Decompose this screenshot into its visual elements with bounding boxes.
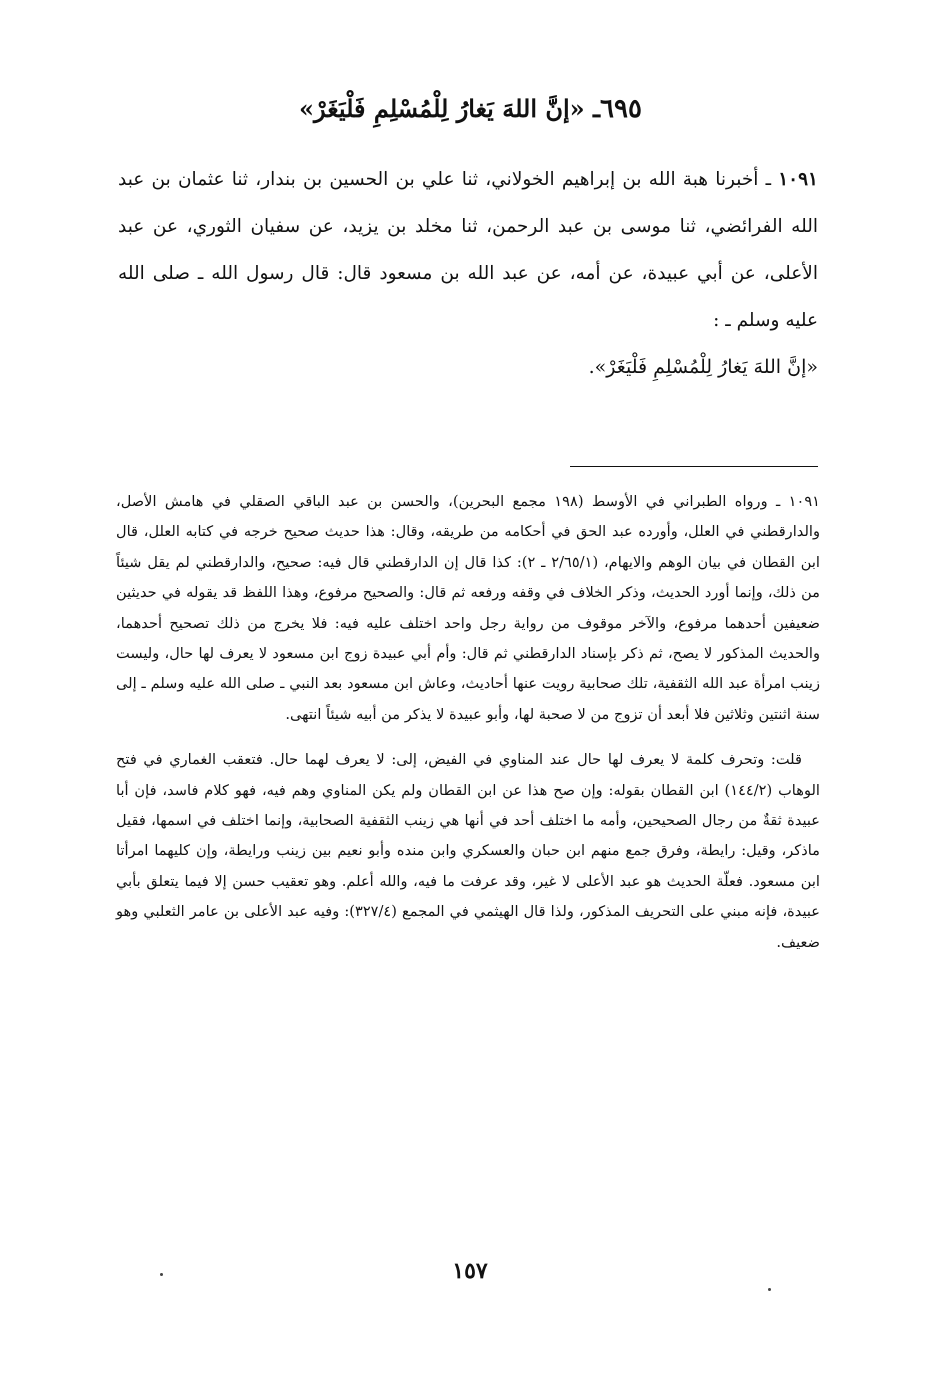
- section-number: ٦٩٥: [600, 94, 642, 124]
- section-title: ـ «إنَّ اللهَ يَغارُ لِلْمُسْلِمِ فَلْيَغَرْ»: [299, 94, 601, 123]
- footnote: [116, 487, 820, 958]
- footnote-divider: [570, 466, 818, 467]
- hadith-chain: ـ أخبرنا هبة الله بن إبراهيم الخولاني، ثنا علي بن الحسين بن بندار، ثنا عثمان بن عبد الله الفرائضي، ثنا موسى بن عبد الرحمن، ثنا مخلد بن يزيد، عن سفيان الثوري، عن عبد الأعلى، عن أبي عبيدة، عن أمه، عن عبد الله بن مسعود قال: قال رسول الله ـ صلى الله عليه وسلم ـ :: [118, 169, 818, 331]
- scan-speck: [160, 1273, 163, 1276]
- scan-speck: [768, 1288, 771, 1291]
- hadith-text: [118, 156, 818, 391]
- footnote-paragraph-1: ١٠٩١ ـ ورواه الطبراني في الأوسط (١٩٨ مجمع البحرين)، والحسن بن عبد الباقي الصقلي في هامش الأصل، والدارقطني في العلل، وأورده عبد الحق في أحكامه من طريقه، وقال: هذا حديث صحيح خرجه في كتابه العلل، قال ابن القطان في بيان الوهم والايهام، (٢/٦٥/١ ـ ٢): كذا قال إن الدارقطني قال فيه: صحيح، والدارقطني لم يقل شيئاً من ذلك، وإنما أورد الحديث، وذكر الخلاف في وقفه ورفعه ثم قال: والصحيح مرفوع، وهذا اللفظ قد يقوله في حديثين ضعيفين أحدهما مرفوع، والآخر موقوف من رواية رجل واحد اختلف عليه فيه: فلا يخرج من ذلك تصحيح أحدهما، والحديث المذكور لا يصح، ثم ذكر بإسناد الدارقطني ثم قال: وأم أبي عبيدة زوج ابن مسعود لا يعرف لها حال، وليست زينب امرأة عبد الله الثقفية، تلك صحابية رويت عنها أحاديث، وعاش ابن مسعود بعد النبي ـ صلى الله عليه وسلم ـ إلى سنة اثنتين وثلاثين فلا أبعد أن تزوج من لا صحبة لها، وأبو عبيدة لا يذكر من أبيه شيئاً انتهى.: [116, 493, 820, 723]
- hadith-quote: «إنَّ اللهَ يَغارُ لِلْمُسْلِمِ فَلْيَغَرْ».: [588, 356, 818, 378]
- section-heading: [120, 88, 821, 130]
- hadith-number: ١٠٩١: [778, 169, 818, 190]
- footnote-paragraph-2: قلت: وتحرف كلمة لا يعرف لها حال عند المناوي في الفيض، إلى: لا يعرف لهما حال. فتعقب الغماري في فتح الوهاب (١٤٤/٢) ابن القطان بقوله: وإن صح هذا عن ابن القطان ولم يكن المناوي وهم فيه، فهو كلام فاسد، فإن أبا عبيدة ثقةٌ من رجال الصحيحين، وأمه ما اختلف أحد في أنها هي زينب الثقفية الصحابية، وإنما اختلف في اسمها، فقيل ماذكر، وقيل: رايطة، وفرق جمع منهم ابن حبان والعسكري وابن منده وأبو نعيم بين زينب ورايطة، وإن كليهما امرأتا ابن مسعود. فعلّة الحديث هو عبد الأعلى لا غير، وقد عرفت ما فيه، والله أعلم. وهو تعقيب حسن إلا فيما يتعلق بأبي عبيدة، فإنه مبني على التحريف المذكور، ولذا قال الهيثمي في المجمع (٣٢٧/٤): وفيه عبد الأعلى بن عامر الثعلبي وهو ضعيف.: [116, 751, 820, 951]
- page-number: ١٥٧: [452, 1258, 488, 1284]
